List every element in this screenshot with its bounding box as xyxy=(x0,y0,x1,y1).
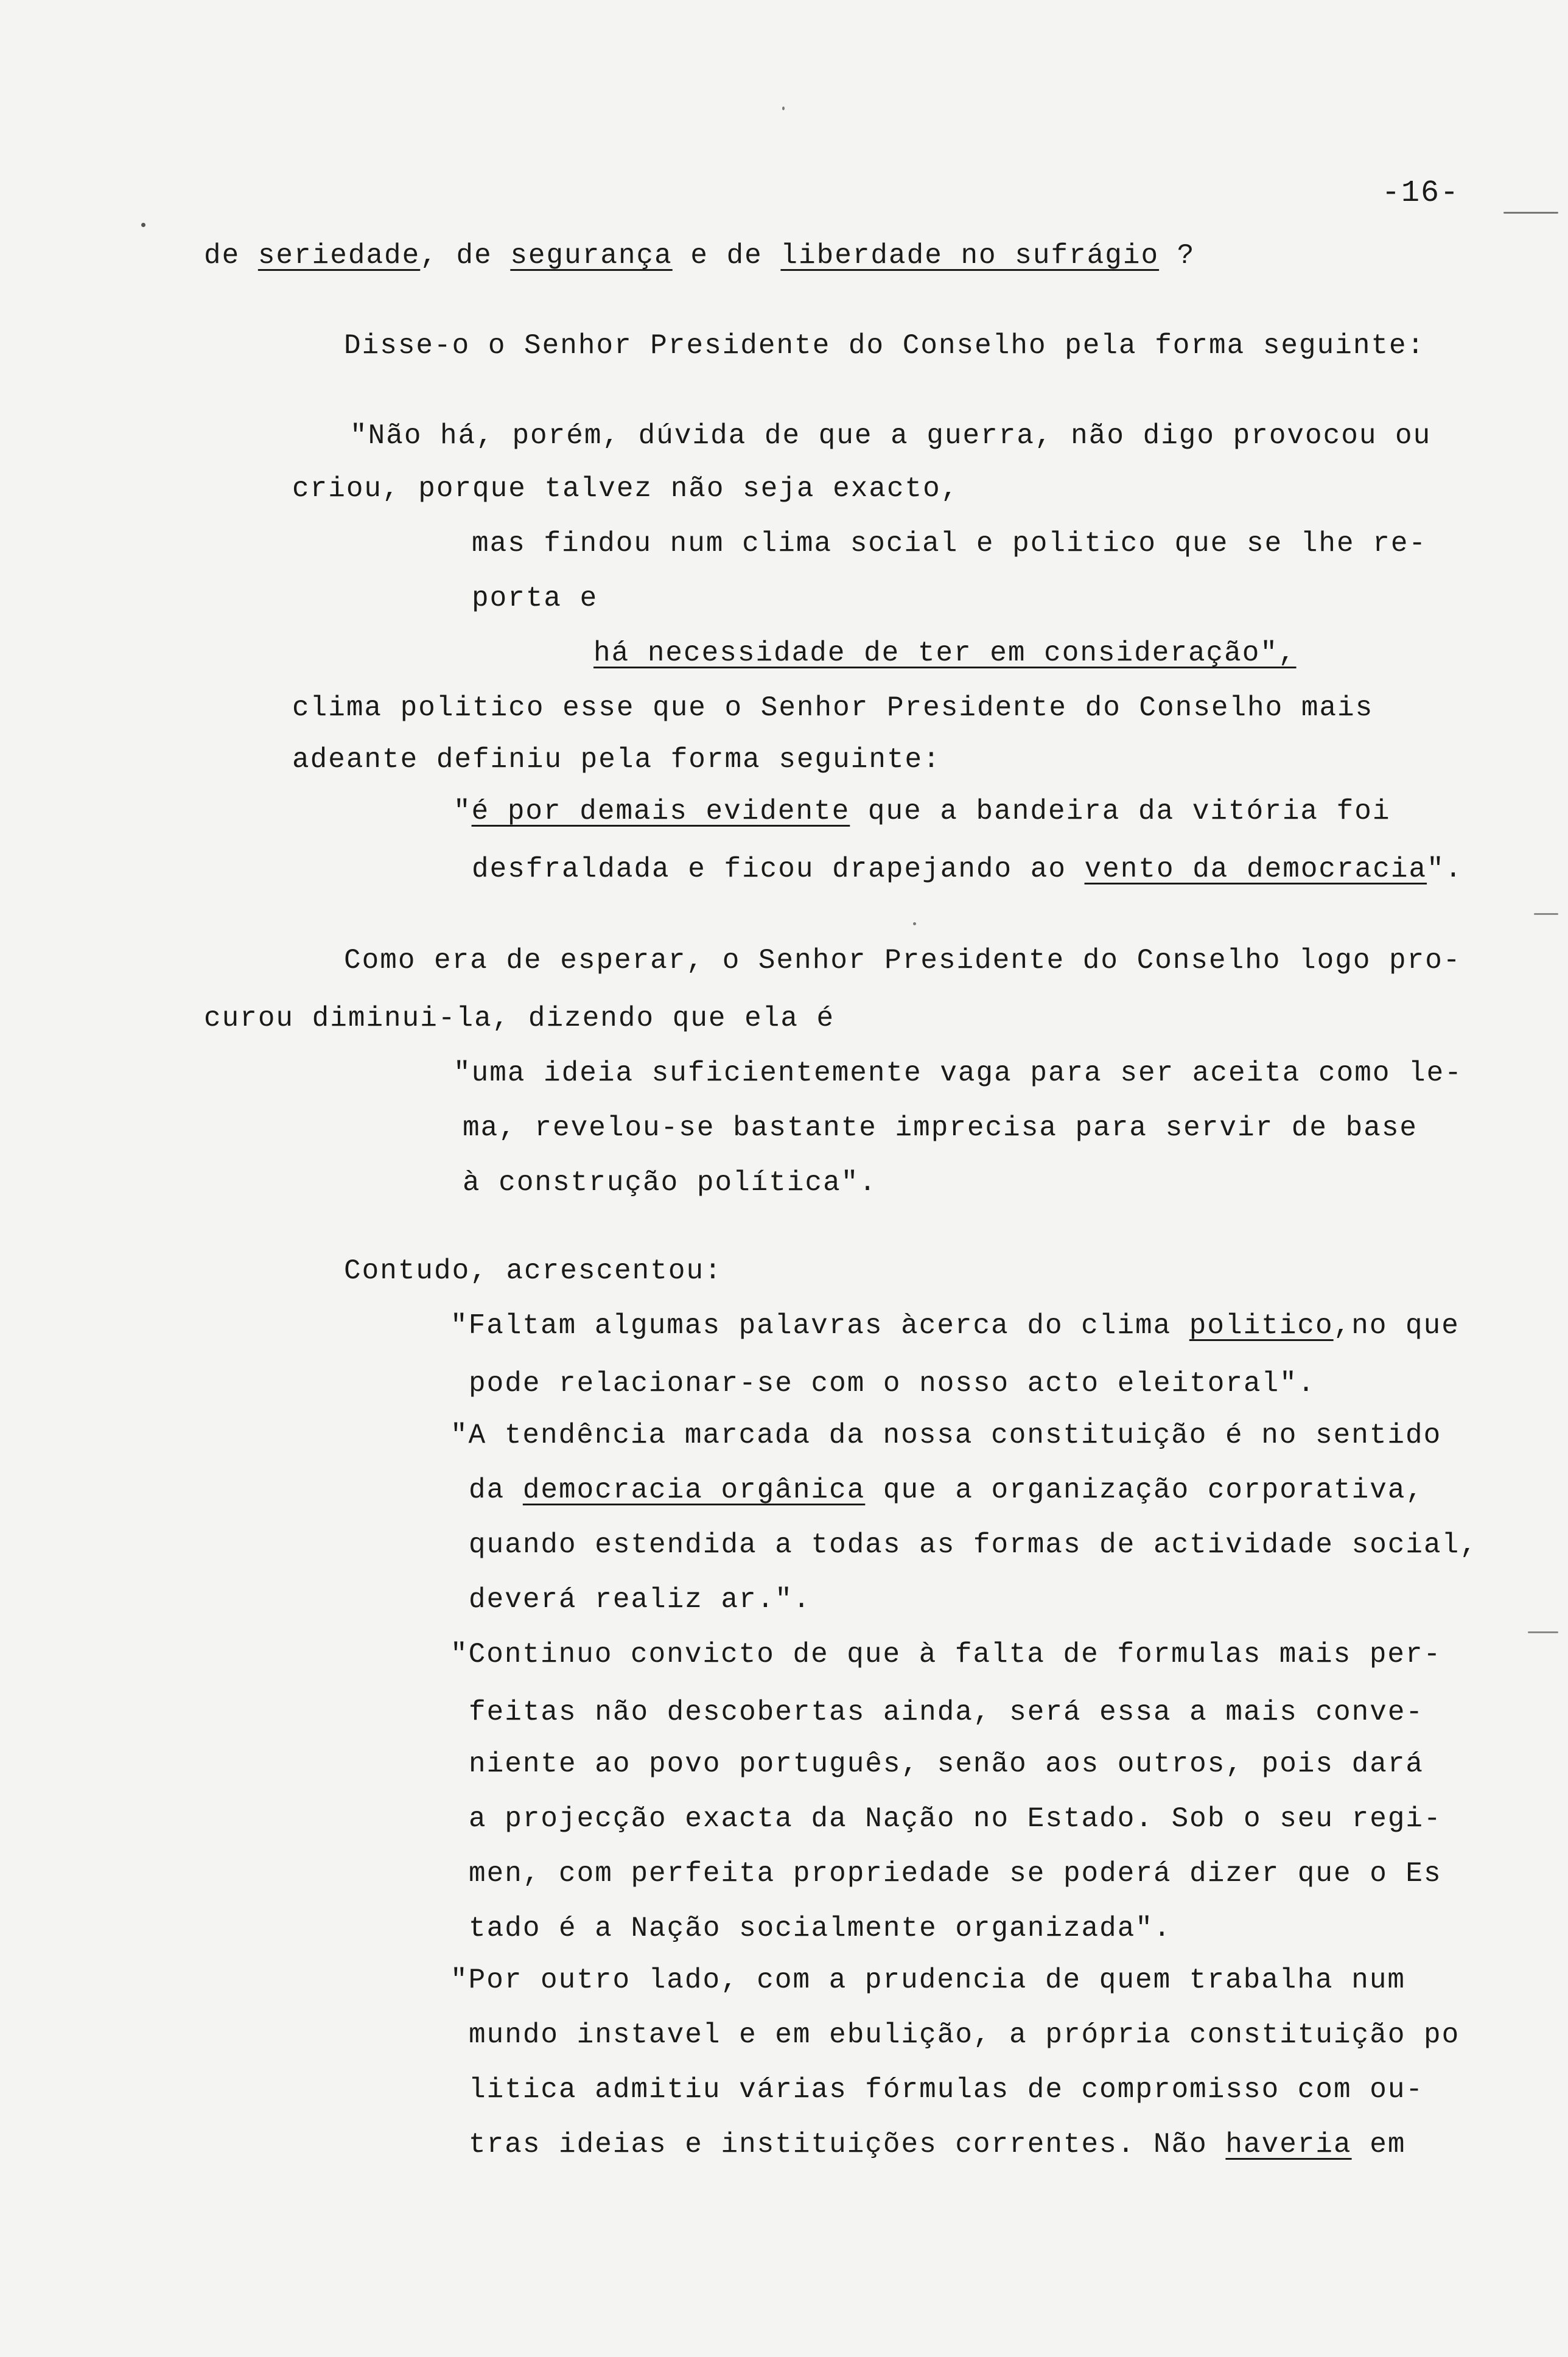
text-segment: porta e xyxy=(472,583,598,614)
underlined-phrase: liberdade no sufrágio xyxy=(780,240,1160,271)
text-line xyxy=(292,472,959,506)
text-segment: "Faltam algumas palavras àcerca do clima xyxy=(450,1310,1189,1342)
scan-speck xyxy=(1503,212,1558,214)
text-line xyxy=(472,527,1427,561)
text-segment: ,no que xyxy=(1333,1310,1460,1342)
text-line xyxy=(469,1802,1442,1836)
text-segment: de xyxy=(204,240,258,271)
text-line xyxy=(469,1473,1424,1507)
text-segment: a projecção exacta da Nação no Estado. Sob o seu regi- xyxy=(469,1803,1442,1835)
text-line xyxy=(450,1637,1441,1672)
text-line xyxy=(204,239,1195,273)
text-line xyxy=(469,1583,811,1617)
text-line xyxy=(472,581,598,615)
text-segment: quando estendida a todas as formas de actividade social, xyxy=(469,1529,1478,1561)
page-number: -16- xyxy=(1382,176,1460,211)
text-line xyxy=(292,743,941,777)
text-line xyxy=(204,1001,835,1035)
text-segment: Contudo, acrescentou: xyxy=(344,1255,723,1287)
text-line xyxy=(453,794,1390,828)
text-segment: ? xyxy=(1159,240,1195,271)
text-segment: criou, porque talvez não seja exacto, xyxy=(292,473,959,505)
text-line xyxy=(463,1166,877,1200)
text-segment: niente ao povo português, senão aos outros, pois dará xyxy=(469,1748,1424,1780)
text-segment: em xyxy=(1351,2129,1406,2160)
underlined-phrase: politico xyxy=(1189,1310,1334,1342)
text-segment: adeante definiu pela forma seguinte: xyxy=(292,744,941,776)
text-segment: "Continuo convicto de que à falta de formulas mais per- xyxy=(450,1639,1442,1670)
text-line xyxy=(344,1254,723,1288)
text-line xyxy=(350,419,1431,453)
scan-speck xyxy=(1528,1631,1558,1633)
text-line xyxy=(593,636,1297,670)
text-line xyxy=(469,1367,1315,1401)
text-segment: da xyxy=(469,1474,523,1506)
text-segment: "Não há, porém, dúvida de que a guerra, não digo provocou ou xyxy=(350,420,1432,452)
text-line xyxy=(463,1111,1418,1145)
text-segment: "uma ideia suficientemente vaga para ser aceita como le- xyxy=(453,1057,1463,1089)
underlined-phrase: democracia orgânica xyxy=(522,1474,866,1506)
text-segment: mas findou num clima social e politico que se lhe re- xyxy=(472,528,1427,559)
text-line xyxy=(450,1418,1441,1452)
text-segment: feitas não descobertas ainda, será essa a mais conve- xyxy=(469,1697,1424,1728)
text-segment: que a bandeira da vitória foi xyxy=(850,796,1391,827)
text-segment: men, com perfeita propriedade se poderá dizer que o Es xyxy=(469,1858,1442,1889)
text-line xyxy=(344,329,1425,363)
text-line xyxy=(450,1309,1460,1343)
text-segment: desfraldada e ficou drapejando ao xyxy=(472,853,1085,885)
text-line xyxy=(469,1747,1424,1781)
text-segment: tado é a Nação socialmente organizada". xyxy=(469,1913,1172,1944)
text-line xyxy=(469,1911,1172,1945)
text-segment: "Por outro lado, com a prudencia de quem trabalha num xyxy=(450,1964,1406,1996)
text-segment: tras ideias e instituições correntes. Não xyxy=(469,2129,1226,2160)
underlined-phrase: segurança xyxy=(510,240,673,271)
text-line xyxy=(292,691,1373,725)
text-line xyxy=(453,1056,1463,1090)
text-segment: , de xyxy=(420,240,511,271)
scan-speck xyxy=(782,107,785,110)
text-segment: ma, revelou-se bastante imprecisa para servir de base xyxy=(463,1112,1418,1144)
text-line xyxy=(469,2018,1460,2052)
text-segment: à construção política". xyxy=(463,1167,877,1199)
underlined-phrase: seriedade xyxy=(257,240,421,271)
text-line xyxy=(344,944,1461,978)
scan-speck xyxy=(141,223,145,227)
text-segment: Disse-o o Senhor Presidente do Conselho pela forma seguinte: xyxy=(344,330,1426,362)
text-segment: "A tendência marcada da nossa constituição é no sentido xyxy=(450,1420,1442,1451)
text-segment: litica admitiu várias fórmulas de compromisso com ou- xyxy=(469,2074,1424,2106)
underlined-phrase: é por demais evidente xyxy=(471,796,850,827)
text-segment: curou diminui-la, dizendo que ela é xyxy=(204,1003,835,1034)
text-segment: mundo instavel e em ebulição, a própria constituição po xyxy=(469,2019,1460,2051)
underlined-phrase: há necessidade de ter em consideração", xyxy=(593,637,1297,669)
underlined-phrase: haveria xyxy=(1225,2129,1352,2160)
text-line xyxy=(469,1857,1442,1891)
text-line xyxy=(469,1528,1478,1562)
text-segment: e de xyxy=(672,240,781,271)
text-segment: " xyxy=(453,796,472,827)
text-line xyxy=(472,852,1463,886)
text-segment: ". xyxy=(1427,853,1463,885)
text-line xyxy=(469,2128,1405,2162)
text-segment: que a organização corporativa, xyxy=(865,1474,1424,1506)
scan-speck xyxy=(1534,913,1558,915)
text-segment: deverá realiz ar.". xyxy=(469,1584,811,1616)
text-line xyxy=(450,1963,1405,1997)
text-segment: Como era de esperar, o Senhor Presidente do Conselho logo pro- xyxy=(344,945,1461,976)
text-line xyxy=(469,1695,1424,1729)
text-segment: pode relacionar-se com o nosso acto eleitoral". xyxy=(469,1368,1316,1399)
scan-speck xyxy=(913,922,916,925)
underlined-phrase: vento da democracia xyxy=(1084,853,1427,885)
text-line xyxy=(469,2073,1424,2107)
text-segment: clima politico esse que o Senhor Presidente do Conselho mais xyxy=(292,692,1374,724)
